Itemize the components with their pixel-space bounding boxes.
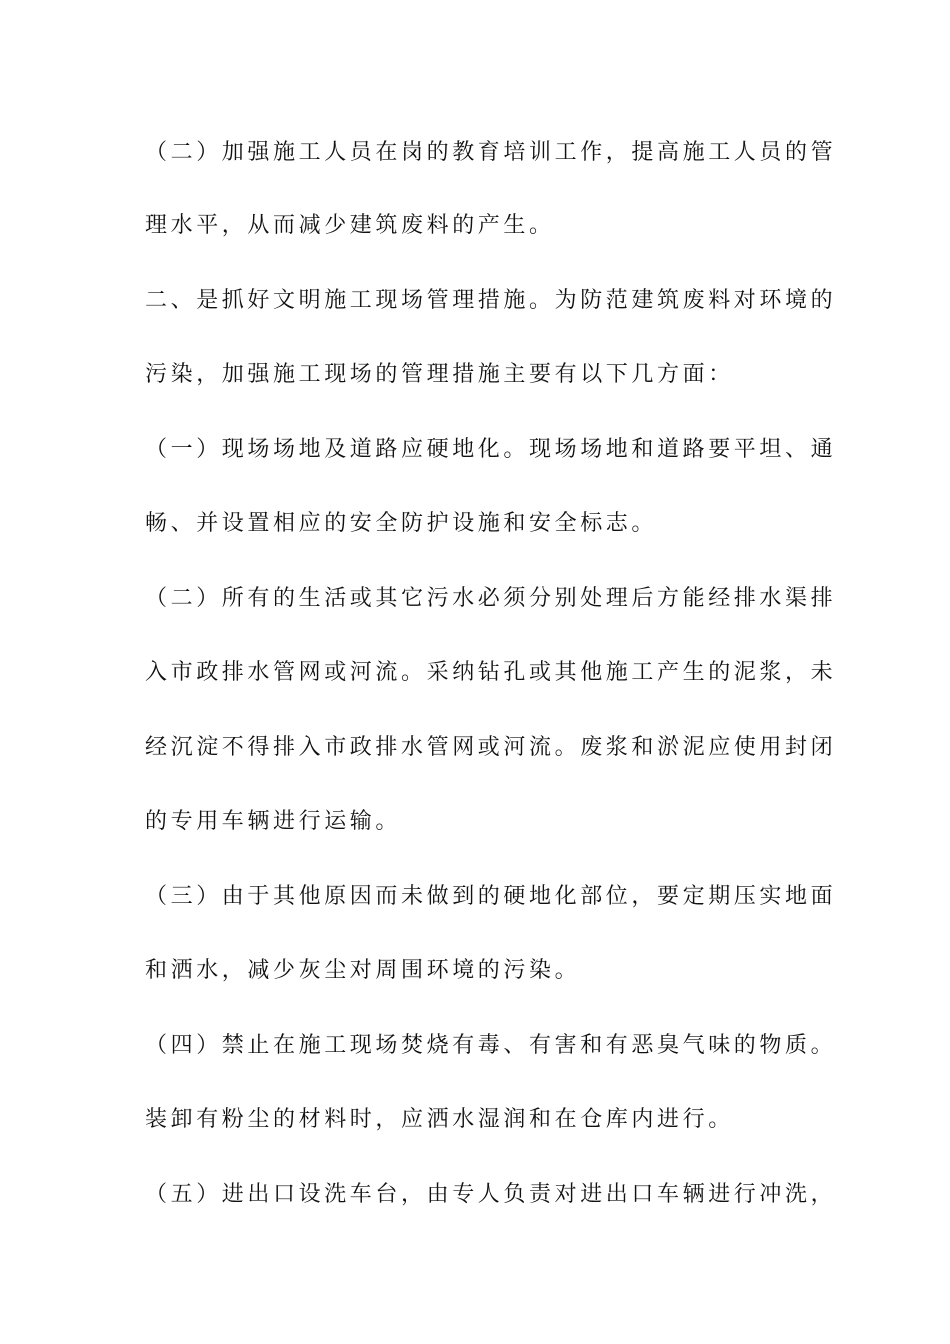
text-line: 入市政排水管网或河流。采纳钻孔或其他施工产生的泥浆，未 [145, 660, 837, 685]
text-line: （五）进出口设洗车台，由专人负责对进出口车辆进行冲洗， [145, 1182, 837, 1207]
text-line: 二、是抓好文明施工现场管理措施。为防范建筑废料对环境的 [145, 288, 837, 313]
text-line: （四）禁止在施工现场焚烧有毒、有害和有恶臭气味的物质。 [145, 1033, 837, 1058]
text-line: 和洒水，减少灰尘对周围环境的污染。 [145, 958, 581, 983]
text-line: 装卸有粉尘的材料时，应洒水湿润和在仓库内进行。 [145, 1107, 734, 1132]
text-line: 的专用车辆进行运输。 [145, 809, 402, 834]
text-line: 理水平，从而减少建筑废料的产生。 [145, 213, 555, 238]
text-line: （一）现场场地及道路应硬地化。现场场地和道路要平坦、通 [145, 437, 837, 462]
text-line: 经沉淀不得排入市政排水管网或河流。废浆和淤泥应使用封闭 [145, 735, 837, 760]
text-line: （三）由于其他原因而未做到的硬地化部位，要定期压实地面 [145, 884, 837, 909]
text-line: （二）加强施工人员在岗的教育培训工作，提高施工人员的管 [145, 140, 837, 165]
text-line: 污染，加强施工现场的管理措施主要有以下几方面： [145, 362, 734, 387]
text-line: （二）所有的生活或其它污水必须分别处理后方能经排水渠排 [145, 586, 837, 611]
text-line: 畅、并设置相应的安全防护设施和安全标志。 [145, 511, 658, 536]
